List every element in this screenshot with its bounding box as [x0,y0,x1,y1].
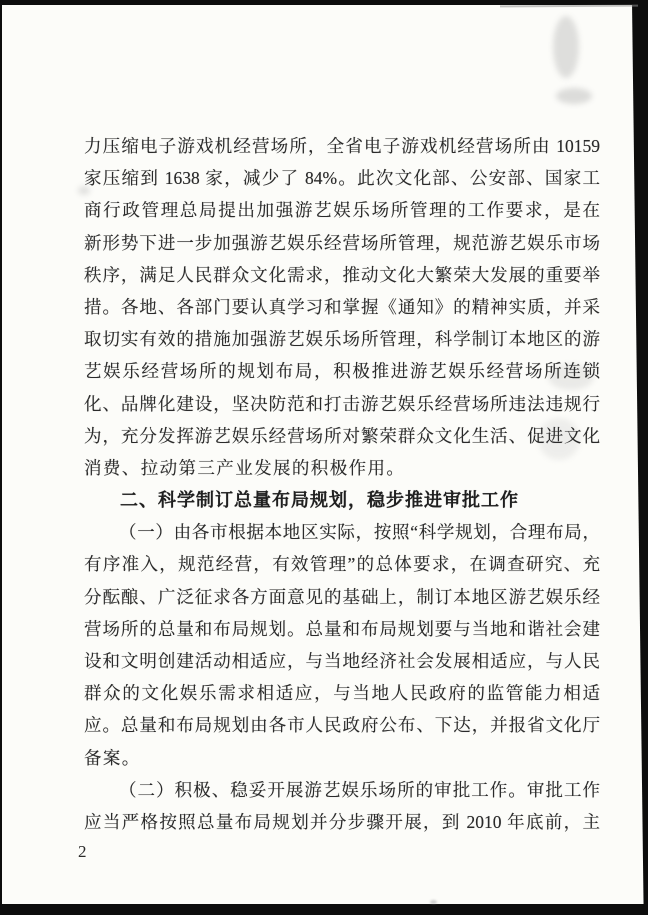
scan-edge-left [0,0,2,915]
text-line: （一）由各市根据本地区实际，按照“科学规划，合理布局， [119,522,600,543]
scan-smudge [430,900,437,904]
text-line: 备案。 [84,747,141,768]
text-line: 秩序，满足人民群众文化需求，推动文化大繁荣大发展的重要举 [84,264,600,285]
text-line: 家压缩到 1638 家，减少了 84%。此次文化部、公安部、国家工 [84,168,600,189]
text-line: 艺娱乐经营场所的规划布局，积极推进游艺娱乐经营场所连锁 [84,361,600,382]
scan-smudge [556,88,592,104]
text-line: （二）积极、稳妥开展游艺娱乐场所的审批工作。审批工作 [119,779,600,800]
text-line: 取切实有效的措施加强游艺娱乐场所管理，科学制订本地区的游 [84,329,600,350]
page-number: 2 [78,842,87,861]
text-line: 消费、拉动第三产业发展的积极作用。 [84,457,406,478]
text-line: 群众的文化娱乐需求相适应，与当地人民政府的监管能力相适 [84,683,600,704]
scan-smudge [553,16,579,78]
scan-shadow-line [500,5,638,8]
text-line: 化、品牌化建设，坚决防范和打击游艺娱乐经营场所违法违规行 [84,393,600,414]
text-line: 力压缩电子游戏机经营场所，全省电子游戏机经营场所由 10159 [84,136,600,156]
section-heading: 二、科学制订总量布局规划，稳步推进审批工作 [120,490,519,511]
text-line: 新形势下进一步加强游艺娱乐经营场所管理，规范游艺娱乐市场 [84,232,600,253]
text-line: 有序准入，规范经营，有效管理”的总体要求，在调查研究、充 [84,554,600,575]
document-text-block [84,130,600,838]
text-line: 商行政管理总局提出加强游艺娱乐场所管理的工作要求，是在 [84,200,600,221]
text-line: 设和文明创建活动相适应，与当地经济社会发展相适应，与人民 [84,651,600,671]
text-line: 措。各地、各部门要认真学习和掌握《通知》的精神实质，并采 [84,296,600,317]
text-line: 应。总量和布局规划由各市人民政府公布、下达，并报省文化厅 [84,715,600,736]
text-line: 营场所的总量和布局规划。总量和布局规划要与当地和谐社会建 [84,618,600,639]
text-line: 分酝酿、广泛征求各方面意见的基础上，制订本地区游艺娱乐经 [84,586,600,607]
text-line: 应当严格按照总量布局规划并分步骤开展，到 2010 年底前，主 [84,811,600,832]
scan-edge-bottom [0,904,648,915]
scan-edge-right [630,0,648,915]
text-line: 为，充分发挥游艺娱乐经营场所对繁荣群众文化生活、促进文化 [84,425,600,446]
